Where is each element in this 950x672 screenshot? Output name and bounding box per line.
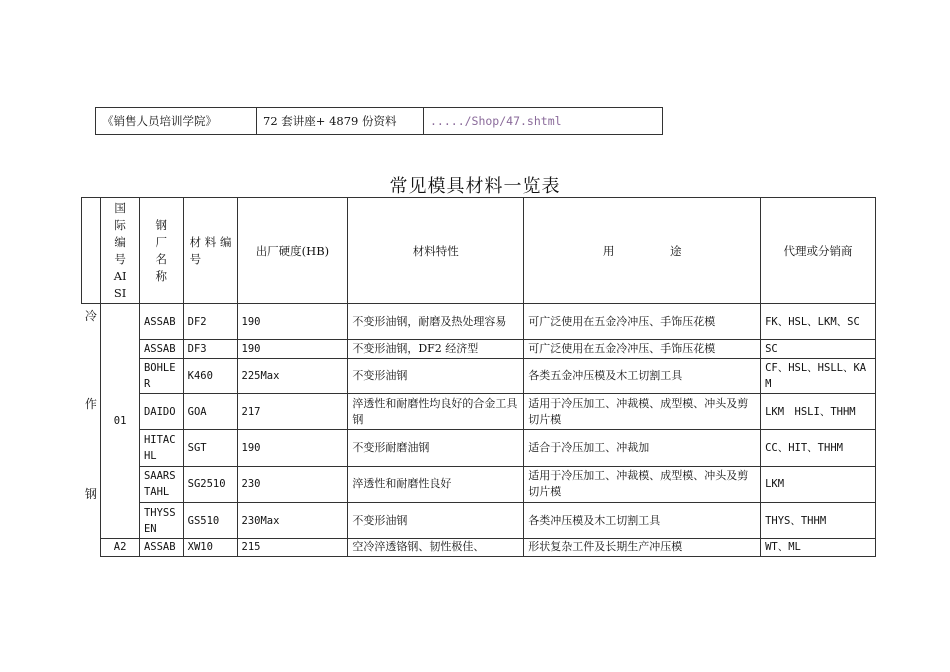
- cell-code: DF3: [183, 340, 237, 358]
- cell-property: 不变形油钢，耐磨及热处理容易: [348, 304, 524, 340]
- cell-hardness: 225Max: [237, 358, 348, 393]
- header-property: 材料特性: [348, 198, 524, 304]
- table-row: [82, 340, 876, 358]
- cell-brand: HITACHL: [139, 430, 183, 466]
- cell-agent: WT、ML: [761, 539, 876, 556]
- cell-hardness: 190: [237, 304, 348, 340]
- table-row: [82, 539, 876, 556]
- cell-usage: 各类五金冲压模及木工切割工具: [524, 358, 761, 393]
- header-agent: 代理或分销商: [761, 198, 876, 304]
- cell-code: K460: [183, 358, 237, 393]
- header-material: 材 料 编 号: [183, 198, 237, 304]
- cell-brand: ASSAB: [139, 340, 183, 358]
- cell-hardness: 217: [237, 393, 348, 429]
- cell-agent: CF、HSL、HSLL、KAM: [761, 358, 876, 393]
- table-row: [82, 358, 876, 393]
- category-cold-work-steel: 冷 作 钢: [84, 309, 97, 501]
- group-01: 01: [101, 304, 140, 539]
- header-brand: 钢厂名称: [139, 198, 183, 304]
- cell-code: GS510: [183, 502, 237, 538]
- cell-hardness: 190: [237, 340, 348, 358]
- materials-table: [81, 197, 876, 557]
- info-lectures: 72 套讲座+ 4879 份资料: [257, 108, 424, 135]
- group-a2: A2: [101, 539, 140, 556]
- header-aisi: 国际编号AISI: [101, 198, 140, 304]
- table-row: [82, 466, 876, 502]
- cell-brand: ASSAB: [139, 304, 183, 340]
- cell-usage: 可广泛使用在五金冷冲压、手饰压花模: [524, 304, 761, 340]
- table-row: [82, 502, 876, 538]
- cell-code: XW10: [183, 539, 237, 556]
- info-academy: 《销售人员培训学院》: [96, 108, 257, 135]
- header-usage: 用 途: [524, 198, 761, 304]
- cell-hardness: 230: [237, 466, 348, 502]
- cell-property: 淬透性和耐磨性均良好的合金工具钢: [348, 393, 524, 429]
- cell-agent: LKM: [761, 466, 876, 502]
- cell-property: 不变形耐磨油钢: [348, 430, 524, 466]
- cell-agent: FK、HSL、LKM、SC: [761, 304, 876, 340]
- cell-agent: CC、HIT、THHM: [761, 430, 876, 466]
- page-title: 常见模具材料一览表: [389, 176, 561, 197]
- cell-property: 空冷淬透铬钢、韧性极佳、: [348, 539, 524, 556]
- table-header-row: [82, 198, 876, 304]
- cell-agent: THYS、THHM: [761, 502, 876, 538]
- cell-code: SGT: [183, 430, 237, 466]
- cell-brand: SAARSTAHL: [139, 466, 183, 502]
- cell-usage: 各类冲压模及木工切割工具: [524, 502, 761, 538]
- table-row: [82, 304, 876, 340]
- cell-property: 不变形油钢: [348, 358, 524, 393]
- header-blank: [82, 198, 101, 304]
- cell-hardness: 190: [237, 430, 348, 466]
- cell-property: 淬透性和耐磨性良好: [348, 466, 524, 502]
- cell-hardness: 230Max: [237, 502, 348, 538]
- cell-property: 不变形油钢，DF2 经济型: [348, 340, 524, 358]
- table-row: [82, 430, 876, 466]
- cell-code: GOA: [183, 393, 237, 429]
- cell-usage: 适用于冷压加工、冲裁模、成型模、冲头及剪切片模: [524, 466, 761, 502]
- cell-usage: 可广泛使用在五金冷冲压、手饰压花模: [524, 340, 761, 358]
- header-hardness: 出厂硬度(HB): [237, 198, 348, 304]
- cell-usage: 适合于冷压加工、冲裁加: [524, 430, 761, 466]
- table-row: [82, 393, 876, 429]
- cell-usage: 适用于冷压加工、冲裁模、成型模、冲头及剪切片模: [524, 393, 761, 429]
- cell-brand: BOHLER: [139, 358, 183, 393]
- cell-brand: DAIDO: [139, 393, 183, 429]
- info-box: [95, 107, 663, 135]
- cell-hardness: 215: [237, 539, 348, 556]
- cell-code: SG2510: [183, 466, 237, 502]
- cell-usage: 形状复杂工件及长期生产冲压模: [524, 539, 761, 556]
- cell-property: 不变形油钢: [348, 502, 524, 538]
- cell-agent: SC: [761, 340, 876, 358]
- info-link[interactable]: ...../Shop/47.shtml: [424, 108, 663, 135]
- cell-brand: THYSSEN: [139, 502, 183, 538]
- cell-code: DF2: [183, 304, 237, 340]
- cell-brand: ASSAB: [139, 539, 183, 556]
- cell-agent: LKM HSLI、THHM: [761, 393, 876, 429]
